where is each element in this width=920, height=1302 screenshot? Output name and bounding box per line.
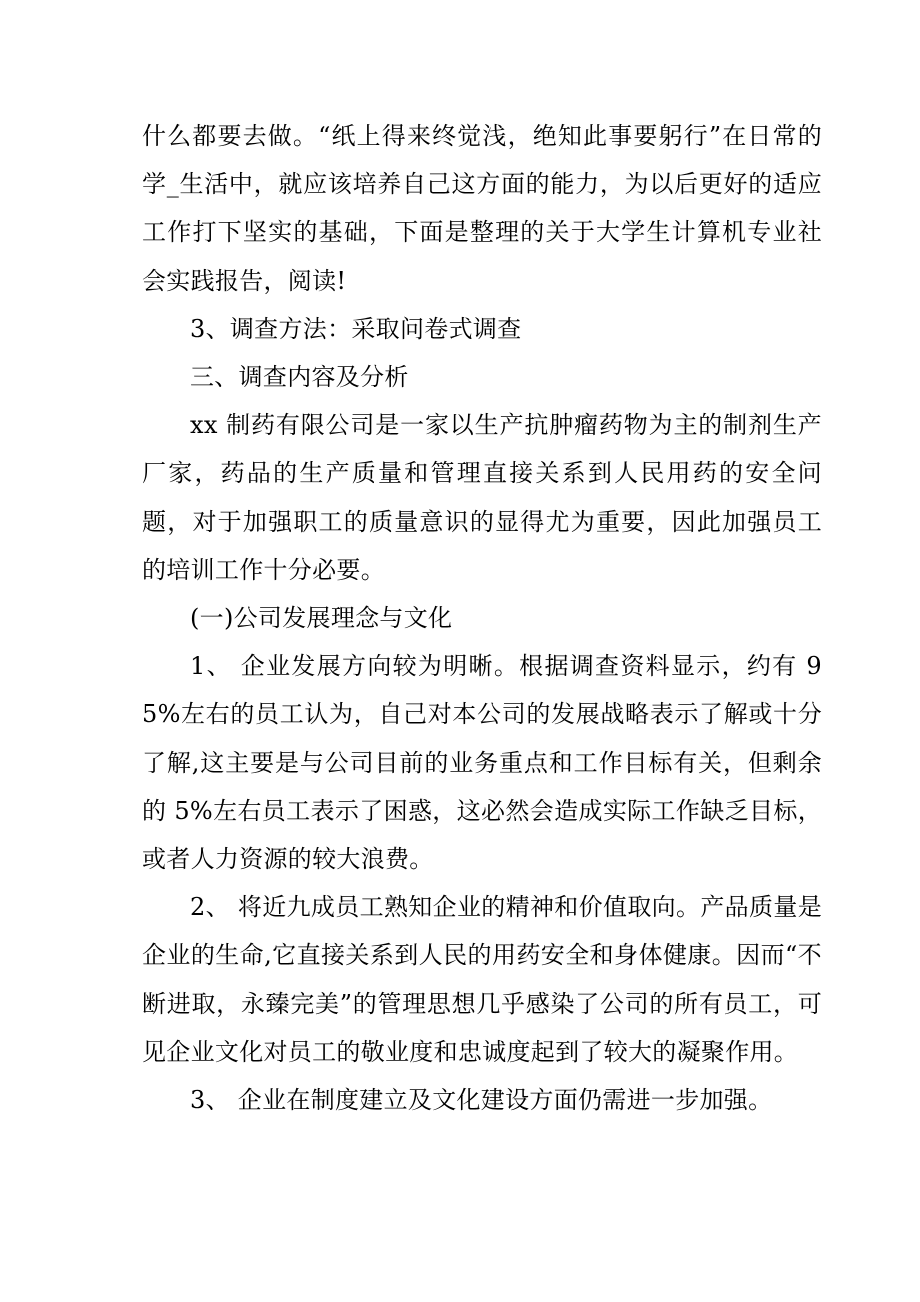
- section-heading-survey-content: 三、调查内容及分析: [190, 363, 409, 392]
- paragraph-survey-method: 3、调查方法：采取问卷式调查: [190, 314, 522, 343]
- paragraph-intro: 什么都要去做。“纸上得来终觉浅，绝知此事要躬行”在日常的学_生活中，就应该培养自己这方面的能力，为以后更好的适应工作打下坚实的基础，下面是整理的关于大学生计算机专业社会实践报告，阅读!: [142, 122, 822, 295]
- paragraph-point-3: 3、 企业在制度建立及文化建设方面仍需进一步加强。: [190, 1086, 773, 1115]
- paragraph-point-2: 2、 将近九成员工熟知企业的精神和价值取向。产品质量是企业的生命,它直接关系到人民的用药安全和身体健康。因而“不断进取，永臻完美”的管理思想几乎感染了公司的所有员工，可见企业文化对员工的敬业度和忠诚度起到了较大的凝聚作用。: [142, 893, 822, 1066]
- paragraph-point-1: 1、 企业发展方向较为明晰。根据调查资料显示，约有 95%左右的员工认为，自己对本公司的发展战略表示了解或十分了解,这主要是与公司目前的业务重点和工作目标有关，但剩余的 5%左右员工表示了困惑，这必然会造成实际工作缺乏目标，或者人力资源的较大浪费。: [142, 652, 822, 874]
- subsection-heading-culture: (一)公司发展理念与文化: [190, 604, 453, 633]
- paragraph-company-intro: xx 制药有限公司是一家以生产抗肿瘤药物为主的制剂生产厂家，药品的生产质量和管理直接关系到人民用药的安全问题，对于加强职工的质量意识的显得尤为重要，因此加强员工的培训工作十分必要。: [142, 411, 822, 584]
- document-body: [142, 112, 822, 1124]
